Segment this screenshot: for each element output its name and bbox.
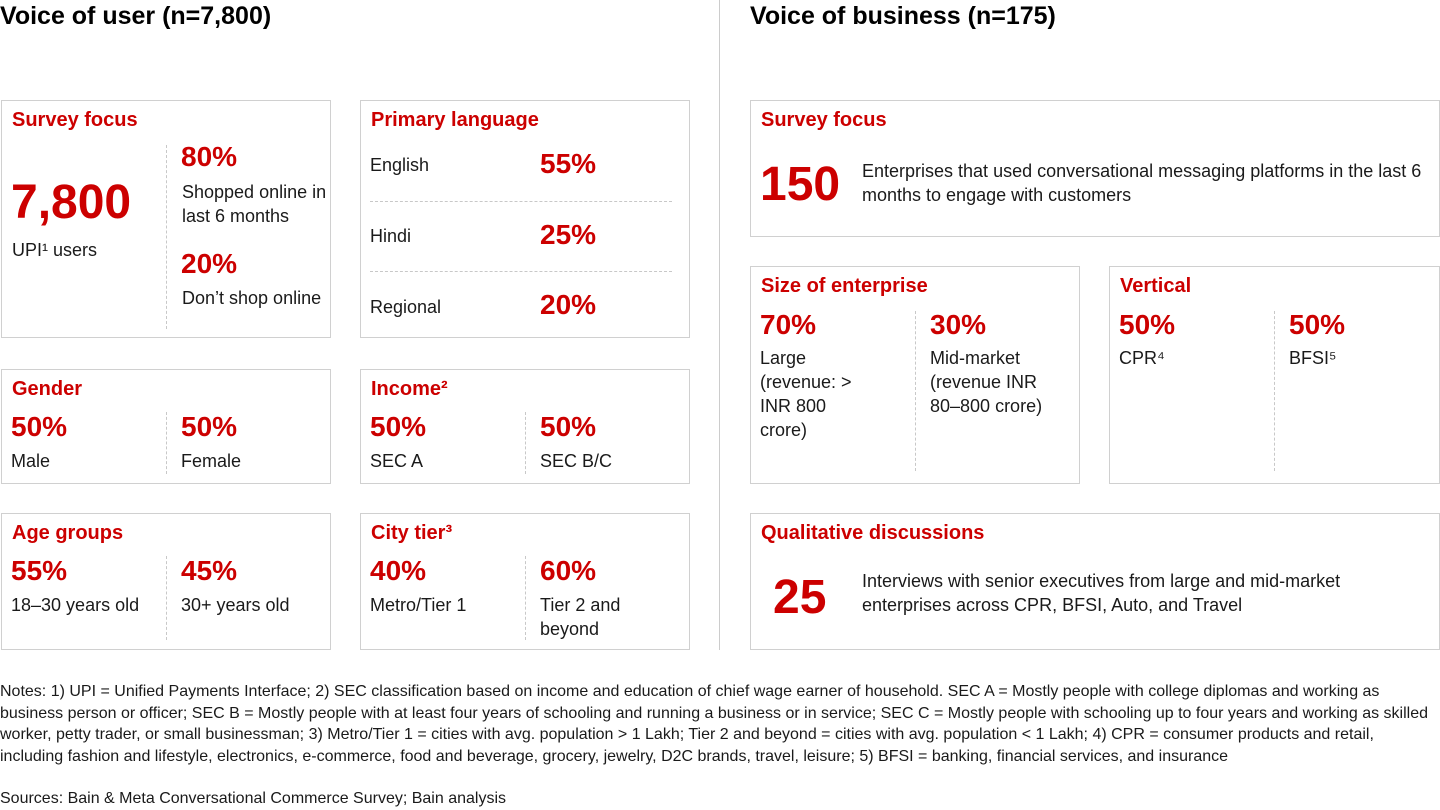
business-survey-description: Enterprises that used conversational messaging platforms in the last 6 months to engage with customers <box>862 161 1422 205</box>
gender-card <box>1 369 331 484</box>
language-pct-regional: 20% <box>540 289 597 320</box>
gender-female-label: Female <box>181 451 242 471</box>
dashed-divider <box>915 311 916 471</box>
business-count-number: 150 <box>760 158 841 211</box>
enterprise-size-card <box>750 266 1080 484</box>
card-title: Vertical <box>1120 275 1192 297</box>
shopped-online-pct: 80% <box>181 141 238 172</box>
business-survey-focus-card <box>750 100 1440 237</box>
age-30-plus-label: 30+ years old <box>181 595 290 615</box>
age-30-plus-pct: 45% <box>181 555 238 586</box>
business-heading: Voice of business (n=175) <box>750 2 1056 30</box>
vertical-cpr-pct: 50% <box>1119 309 1176 340</box>
language-pct-english: 55% <box>540 148 597 179</box>
city-tier-card <box>360 513 690 650</box>
language-label-english: English <box>370 155 430 175</box>
gender-male-label: Male <box>11 451 51 471</box>
dashed-divider <box>166 412 167 474</box>
card-title: Survey focus <box>12 109 138 131</box>
income-sec-a-label: SEC A <box>370 451 424 471</box>
vertical-card <box>1109 266 1440 484</box>
age-18-30-label: 18–30 years old <box>11 595 140 615</box>
vertical-cpr-label: CPR⁴ <box>1119 348 1165 368</box>
city-tier2-label: Tier 2 and beyond <box>540 595 621 639</box>
dashed-divider <box>166 556 167 640</box>
dont-shop-pct: 20% <box>181 248 238 279</box>
city-metro-pct: 40% <box>370 555 427 586</box>
card-title: City tier³ <box>371 522 453 544</box>
dashed-divider <box>166 145 167 329</box>
card-title: Age groups <box>12 522 124 544</box>
vertical-bfsi-label: BFSI⁵ <box>1289 348 1337 368</box>
gender-male-pct: 50% <box>11 411 68 442</box>
language-pct-hindi: 25% <box>540 219 597 250</box>
user-survey-focus-card <box>1 100 331 338</box>
income-card <box>360 369 690 484</box>
vertical-bfsi-pct: 50% <box>1289 309 1346 340</box>
dont-shop-label: Don’t shop online <box>182 288 322 308</box>
card-title: Survey focus <box>761 109 887 131</box>
card-title: Primary language <box>371 109 539 131</box>
income-sec-a-pct: 50% <box>370 411 427 442</box>
dashed-divider <box>370 271 672 272</box>
dashed-divider <box>525 556 526 640</box>
age-18-30-pct: 55% <box>11 555 68 586</box>
user-heading: Voice of user (n=7,800) <box>0 2 272 30</box>
primary-language-card <box>360 100 690 338</box>
card-title: Gender <box>12 378 83 400</box>
income-sec-bc-pct: 50% <box>540 411 597 442</box>
qualitative-description: Interviews with senior executives from large and mid-market enterprises across CPR, BFSI, Auto, and Travel <box>862 571 1341 615</box>
size-mid-label: Mid-market (revenue INR 80–800 crore) <box>930 348 1043 416</box>
qualitative-card <box>750 513 1440 650</box>
gender-female-pct: 50% <box>181 411 238 442</box>
user-count-number: 7,800 <box>11 176 132 229</box>
card-title: Qualitative discussions <box>761 522 985 544</box>
city-tier2-pct: 60% <box>540 555 597 586</box>
dashed-divider <box>525 412 526 474</box>
city-metro-label: Metro/Tier 1 <box>370 595 467 615</box>
size-large-label: Large (revenue: > INR 800 crore) <box>760 348 852 440</box>
language-label-regional: Regional <box>370 297 442 317</box>
dashed-divider <box>370 201 672 202</box>
shopped-online-label: Shopped online in last 6 months <box>182 182 327 226</box>
qualitative-count-number: 25 <box>773 571 827 624</box>
section-divider <box>719 0 720 650</box>
card-title: Income² <box>371 378 448 400</box>
size-mid-pct: 30% <box>930 309 987 340</box>
dashed-divider <box>1274 311 1275 471</box>
language-label-hindi: Hindi <box>370 226 412 246</box>
footnotes: Notes: 1) UPI = Unified Payments Interface; 2) SEC classification based on income and education of chief wage earner of household. SEC A = Mostly people with college diplomas and working as business person or officer; SEC B = Mostly people with at least four years of schooling and running a business or in service; SEC C = Mostly people with schooling up to four years and working as skilled worker, petty trader, or small businessman; 3) Metro/Tier 1 = cities with avg. population > 1 Lakh; Tier 2 and beyond = cities with avg. population < 1 Lakh; 4) CPR = consumer products and retail, including fashion and lifestyle, electronics, e-commerce, food and beverage, grocery, jewelry, D2C brands, travel, leisure; 5) BFSI = banking, financial services, and insurance <box>0 683 1428 765</box>
card-title: Size of enterprise <box>761 275 928 297</box>
age-groups-card <box>1 513 331 650</box>
size-large-pct: 70% <box>760 309 817 340</box>
income-sec-bc-label: SEC B/C <box>540 451 613 471</box>
user-count-label: UPI¹ users <box>12 240 98 260</box>
sources: Sources: Bain & Meta Conversational Commerce Survey; Bain analysis <box>0 790 506 807</box>
